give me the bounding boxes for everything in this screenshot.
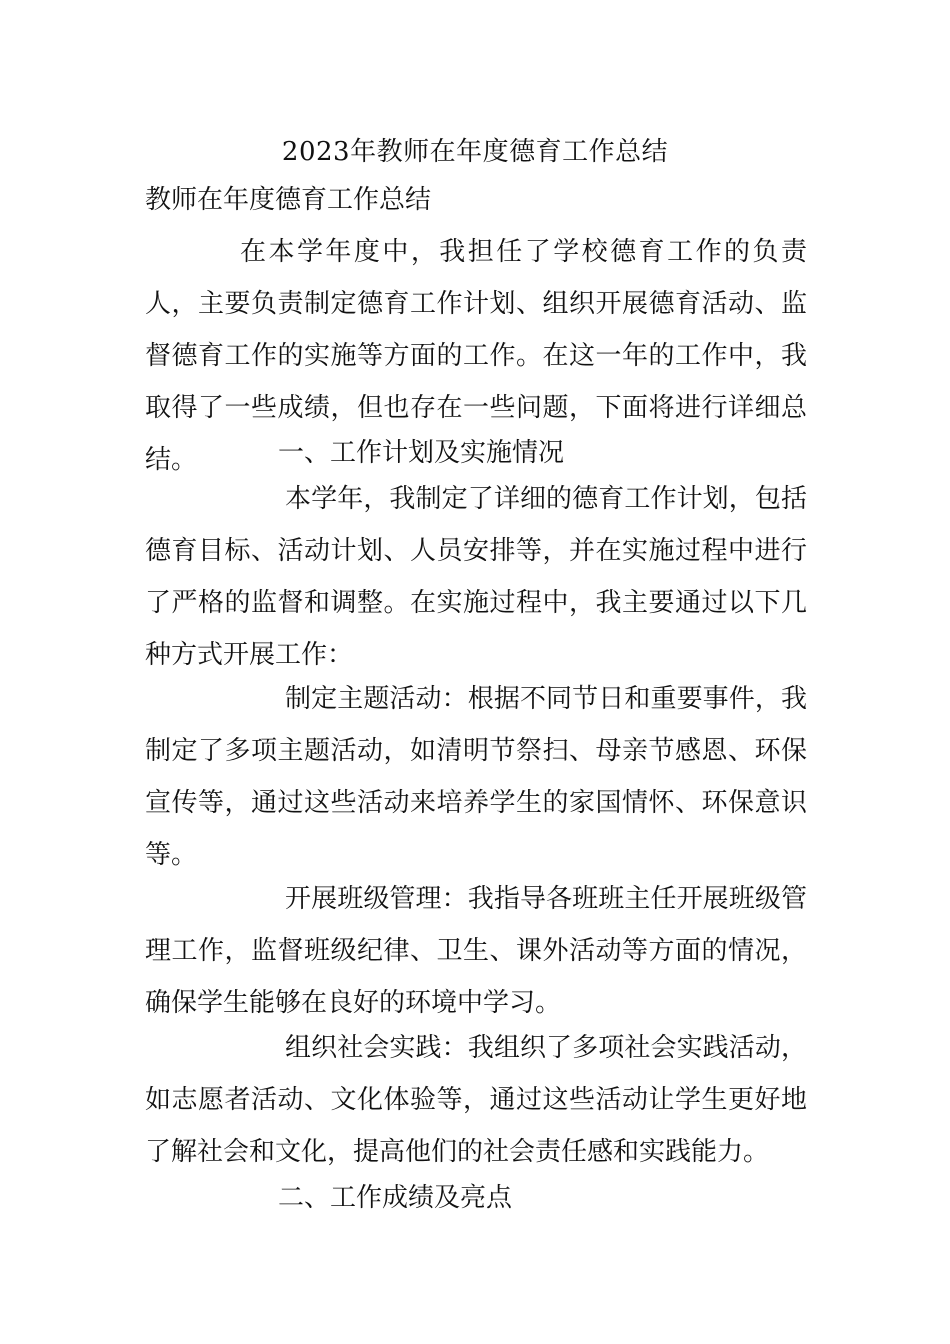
plan-paragraph: 本学年，我制定了详细的德育工作计划，包括德育目标、活动计划、人员安排等，并在实施过程中进行了严格的监督和调整。在实施过程中，我主要通过以下几种方式开展工作： (145, 484, 807, 670)
class-management-paragraph: 开展班级管理：我指导各班班主任开展班级管理工作，监督班级纪律、卫生、课外活动等方面的情况，确保学生能够在良好的环境中学习。 (145, 884, 807, 1018)
document-subtitle: 教师在年度德育工作总结 (145, 185, 432, 215)
theme-activity-paragraph: 制定主题活动：根据不同节日和重要事件，我制定了多项主题活动，如清明节祭扫、母亲节感恩、环保宣传等，通过这些活动来培养学生的家国情怀、环保意识等。 (145, 684, 807, 870)
intro-paragraph: 在本学年度中，我担任了学校德育工作的负责人，主要负责制定德育工作计划、组织开展德育活动、监督德育工作的实施等方面的工作。在这一年的工作中，我取得了一些成绩，但也存在一些问题，下面将进行详细总结。 (145, 237, 807, 475)
section-heading-plan: 一、工作计划及实施情况 (278, 438, 565, 468)
section-heading-achievements: 二、工作成绩及亮点 (278, 1183, 513, 1213)
document-title: 2023年教师在年度德育工作总结 (281, 137, 669, 167)
social-practice-paragraph: 组织社会实践：我组织了多项社会实践活动，如志愿者活动、文化体验等，通过这些活动让学生更好地了解社会和文化，提高他们的社会责任感和实践能力。 (145, 1033, 807, 1167)
